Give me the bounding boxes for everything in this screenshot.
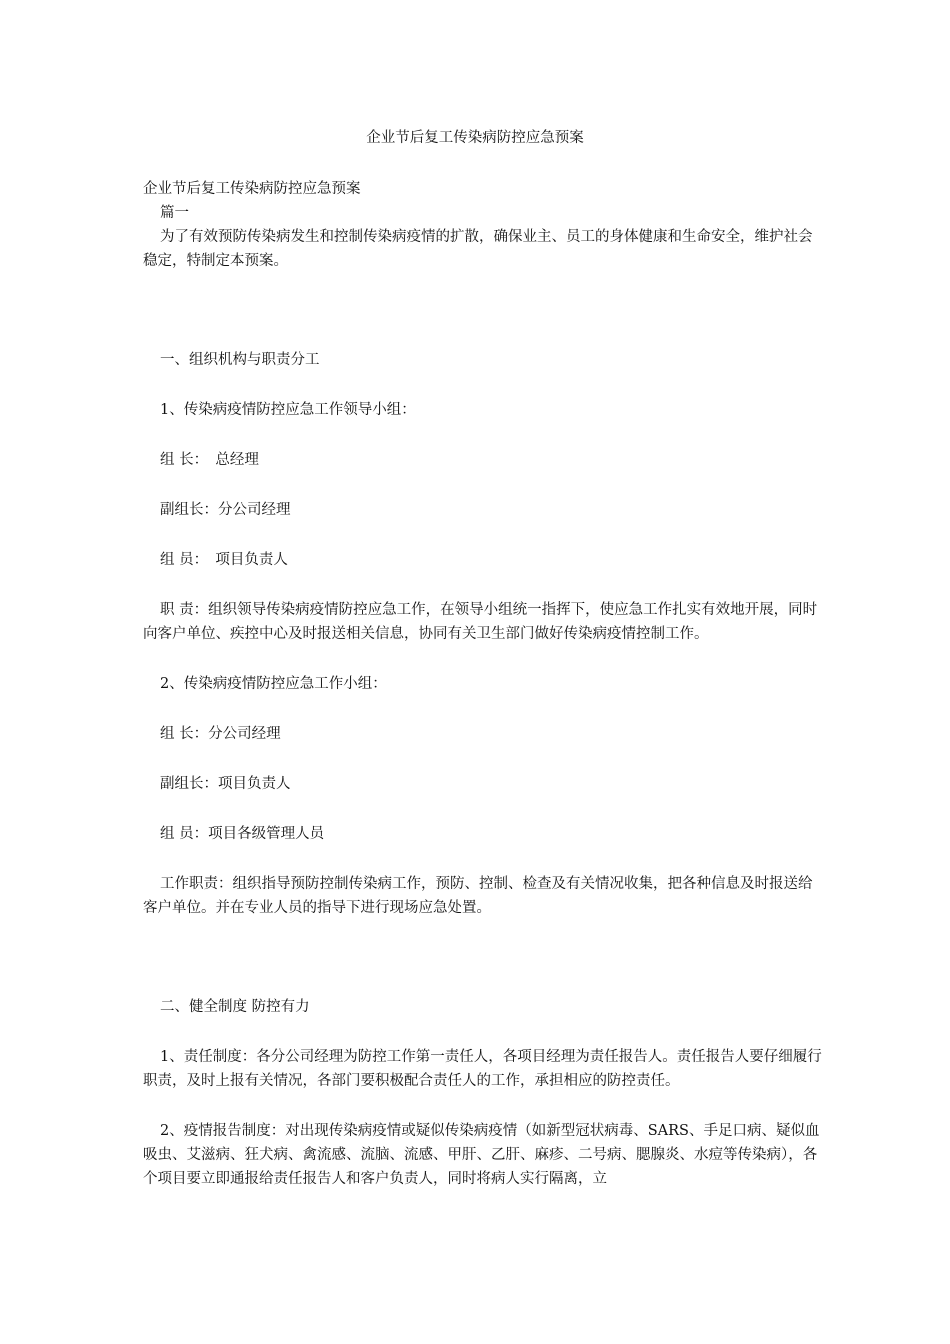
section1-heading: 一、组织机构与职责分工: [160, 352, 320, 368]
document-subtitle: 企业节后复工传染病防控应急预案: [143, 181, 361, 197]
part-label: 篇一: [160, 205, 189, 221]
group1-leader: 组 长： 总经理: [160, 452, 259, 468]
document-title: 企业节后复工传染病防控应急预案: [366, 130, 584, 146]
group2-deputy: 副组长：项目负责人: [160, 776, 291, 792]
group2-member: 组 员：项目各级管理人员: [160, 826, 325, 842]
intro-paragraph: 为了有效预防传染病发生和控制传染病疫情的扩散，确保业主、员工的身体健康和生命安全，维护社会稳定，特制定本预案。: [143, 229, 813, 269]
group1-member: 组 员： 项目负责人: [160, 552, 288, 568]
section2-heading: 二、健全制度 防控有力: [160, 999, 310, 1015]
group1-heading: 1、传染病疫情防控应急工作领导小组：: [160, 402, 416, 418]
document-body: [143, 177, 823, 1191]
section2-item2: 2、疫情报告制度：对出现传染病疫情或疑似传染病疫情（如新型冠状病毒、SARS、手足口病、疑似血吸虫、艾滋病、狂犬病、禽流感、流脑、流感、甲肝、乙肝、麻疹、二号病、腮腺炎、水痘等传染病），各个项目要立即通报给责任报告人和客户负责人，同时将病人实行隔离，立: [143, 1123, 820, 1187]
group2-heading: 2、传染病疫情防控应急工作小组：: [160, 676, 387, 692]
group1-deputy: 副组长：分公司经理: [160, 502, 291, 518]
group2-leader: 组 长：分公司经理: [160, 726, 281, 742]
section2-item1: 1、责任制度：各分公司经理为防控工作第一责任人，各项目经理为责任报告人。责任报告人要仔细履行职责，及时上报有关情况，各部门要积极配合责任人的工作，承担相应的防控责任。: [143, 1049, 822, 1089]
group2-duty: 工作职责：组织指导预防控制传染病工作，预防、控制、检查及有关情况收集，把各种信息及时报送给客户单位。并在专业人员的指导下进行现场应急处置。: [143, 876, 813, 916]
group1-duty: 职 责：组织领导传染病疫情防控应急工作，在领导小组统一指挥下，使应急工作扎实有效地开展，同时向客户单位、疾控中心及时报送相关信息，协同有关卫生部门做好传染病疫情控制工作。: [143, 602, 818, 642]
